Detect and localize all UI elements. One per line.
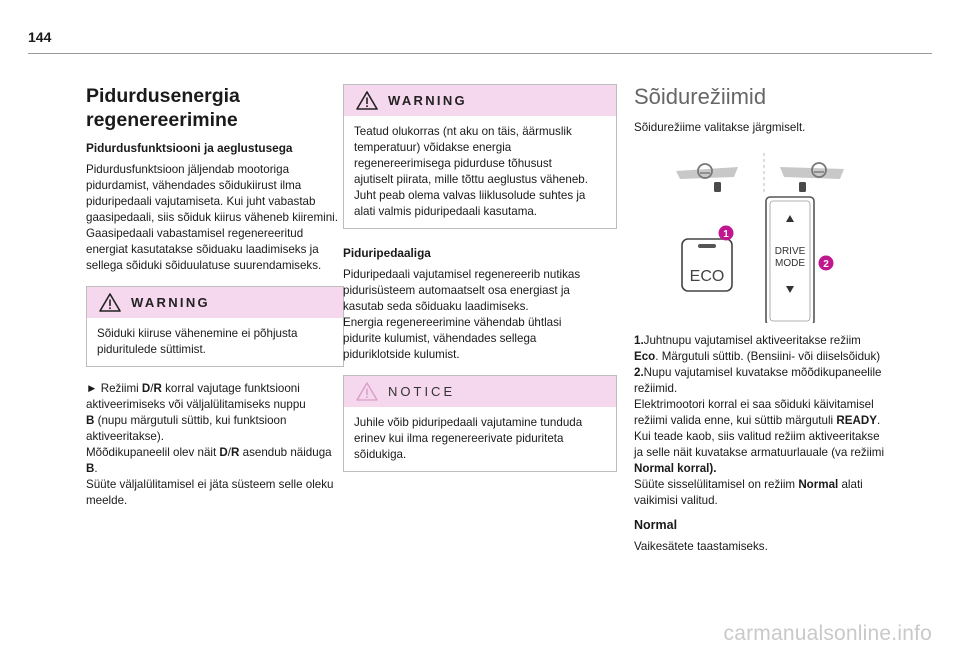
warning-title: WARNING bbox=[131, 294, 210, 310]
body-paragraph: Pidurdusfunktsioon jäljendab mootoriga pidurdamist, vähendades sõidukiirust ilma piduripedaali vajutamiseta. Kui juht vabastab gaasipedaali, siis sõiduk kiirus väheneb kiiremini. Gaasipedaali vabastamisel regenereeritud energiat kasutatakse sõiduaku laadimiseks ja sellega sõiduki sõiduulatuse suurendamiseks. bbox=[86, 163, 338, 272]
eco-button bbox=[682, 239, 732, 291]
drive-modes-title: Sõidurežiimid bbox=[634, 84, 767, 109]
section-title-line2: regenereerimine bbox=[86, 109, 238, 131]
notice-text: Juhile võib piduripedaali vajutamine tunduda erinev kui ilma regenereerivate piduriteta sõidukiga. bbox=[354, 416, 583, 461]
warning-triangle-icon bbox=[99, 293, 121, 312]
warning-triangle-icon bbox=[356, 91, 378, 110]
controls-diagram bbox=[634, 143, 896, 323]
steering-wheel-icon bbox=[676, 164, 738, 192]
drive-modes-intro: Sõidurežiime valitakse järgmiselt. bbox=[634, 121, 806, 134]
column-drive-modes bbox=[634, 84, 896, 562]
normal-heading: Normal bbox=[634, 518, 678, 532]
eco-label: ECO bbox=[689, 268, 725, 285]
warning-header bbox=[87, 287, 343, 318]
subsection-title-brake-pedal: Piduripedaaliga bbox=[343, 246, 431, 260]
callout-2 bbox=[819, 256, 834, 271]
notice-title: NOTICE bbox=[388, 383, 456, 399]
warning-header-2 bbox=[344, 85, 616, 116]
warning-box bbox=[86, 286, 344, 367]
mode-label: MODE bbox=[775, 258, 805, 269]
section-title bbox=[86, 84, 344, 132]
drive-label: DRIVE bbox=[774, 246, 806, 257]
section-title-line1: Pidurdusenergia bbox=[86, 85, 240, 107]
warning-text-2: Teatud olukorras (nt aku on täis, äärmuslik temperatuur) võidakse energia regenereerimisega pidurduse tõhusust ajutiselt piirata, mille tõttu aeglustus väheneb. Juht peab olema valvas liiklusolude suhtes ja alati valmis piduripedaali kasutama. bbox=[354, 125, 588, 218]
warning-box-2 bbox=[343, 84, 617, 229]
page-number: 144 bbox=[28, 29, 52, 45]
warning-title-2: WARNING bbox=[388, 92, 467, 108]
notice-header bbox=[344, 376, 616, 407]
drive-mode-illustration bbox=[634, 143, 896, 323]
subsection-title: Pidurdusfunktsiooni ja aeglustusega bbox=[86, 141, 293, 155]
notice-box bbox=[343, 375, 617, 472]
column-brake-pedal bbox=[343, 84, 617, 486]
callout-1 bbox=[719, 226, 734, 241]
normal-text: Vaikesätete taastamiseks. bbox=[634, 540, 768, 553]
column-braking-energy bbox=[86, 84, 344, 516]
svg-text:1: 1 bbox=[723, 229, 729, 240]
drive-mode-switch bbox=[766, 197, 814, 323]
steering-wheel-icon bbox=[780, 163, 844, 192]
instruction-paragraph: ► Režiimi D/R korral vajutage funktsiooni aktiveerimiseks või väljalülitamiseks nuppu B (nupu märgutuli süttib, kui funktsioon aktiveeritakse). Mõõdikupaneelil olev näit D/R asendub näiduga B. Süüte väljalülitamisel ei jäta süsteem selle oleku meelde. bbox=[86, 382, 334, 507]
warning-text: Sõiduki kiiruse vähenemine ei põhjusta piduritulede süttimist. bbox=[97, 327, 298, 356]
header-divider bbox=[28, 53, 932, 54]
notice-triangle-icon bbox=[356, 382, 378, 401]
body-paragraph-2: Piduripedaali vajutamisel regenereerib nutikas pidurisüsteem automaatselt osa energiast ja kasutab seda sõiduaku laadimiseks. Energia regenereerimine vähendab ühtlasi pidurite kulumist, vähendades sellega piduriklotside kulumist. bbox=[343, 268, 581, 361]
svg-text:2: 2 bbox=[823, 259, 829, 270]
drive-mode-description: 1.Juhtnupu vajutamisel aktiveeritakse režiim Eco. Märgutuli süttib. (Bensiini- või diiselsõiduk) 2.Nupu vajutamisel kuvatakse mõõdikupaneelile režiimid. Elektrimootori korral ei saa sõiduki käivitamisel režiimi valida enne, kui süttib märgutuli READY. Kui teade kaob, siis valitud režiim aktiveeritakse ja selle näit kuvatakse armatuurlauale (va režiimi Normal korral). Süüte sisselülitamisel on režiim Normal alati vaikimisi valitud. bbox=[634, 334, 885, 507]
watermark: carmanualsonline.info bbox=[723, 622, 932, 645]
